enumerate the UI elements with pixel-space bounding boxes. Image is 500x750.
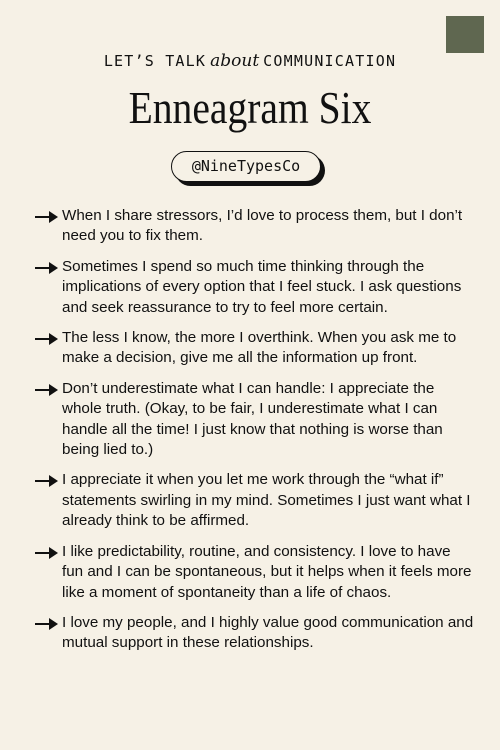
point-text: Don’t underestimate what I can handle: I appreciate the whole truth. (Okay, to be fair, I underestimate what I can handle all the time! I just know that nothing is worse than being lied to.)	[62, 379, 443, 459]
point-text: I like predictability, routine, and consistency. I love to have fun and I can be spontaneous, but it helps when it feels more like a moment of spontaneity than a life of chaos.	[62, 542, 472, 601]
list-item	[34, 542, 474, 603]
point-text: I appreciate it when you let me work through the “what if” statements swirling in my mind. Sometimes I just want what I already think to be affirmed.	[62, 471, 471, 530]
kicker-after: COMMUNICATION	[263, 52, 397, 70]
right-arrow-icon	[34, 207, 62, 227]
kicker-before: LET’S TALK	[103, 52, 207, 70]
right-arrow-icon	[34, 380, 62, 400]
corner-square	[446, 16, 484, 53]
right-arrow-icon	[34, 329, 62, 349]
page-title: Enneagram Six	[128, 82, 372, 133]
right-arrow-icon	[34, 258, 62, 278]
point-text: The less I know, the more I overthink. When you ask me to make a decision, give me all the information up front.	[62, 329, 457, 367]
point-text: When I share stressors, I’d love to process them, but I don’t need you to fix them.	[62, 207, 463, 245]
list-item	[34, 613, 474, 654]
point-text: Sometimes I spend so much time thinking through the implications of every option that I feel stuck. I ask questions and seek reassurance to try to feel more certain.	[62, 257, 462, 316]
kicker-italic-word: about	[210, 51, 260, 71]
right-arrow-icon	[34, 543, 62, 563]
list-item	[34, 206, 474, 247]
right-arrow-icon	[34, 471, 62, 491]
list-item	[34, 328, 474, 369]
list-item	[34, 470, 474, 531]
handle-label: @NineTypesCo	[171, 151, 321, 182]
points-list	[34, 206, 474, 664]
right-arrow-icon	[34, 614, 62, 634]
list-item	[34, 379, 474, 461]
kicker	[0, 50, 500, 72]
point-text: I love my people, and I highly value good communication and mutual support in these relationships.	[62, 613, 474, 652]
handle-badge	[171, 151, 327, 188]
list-item	[34, 257, 474, 318]
